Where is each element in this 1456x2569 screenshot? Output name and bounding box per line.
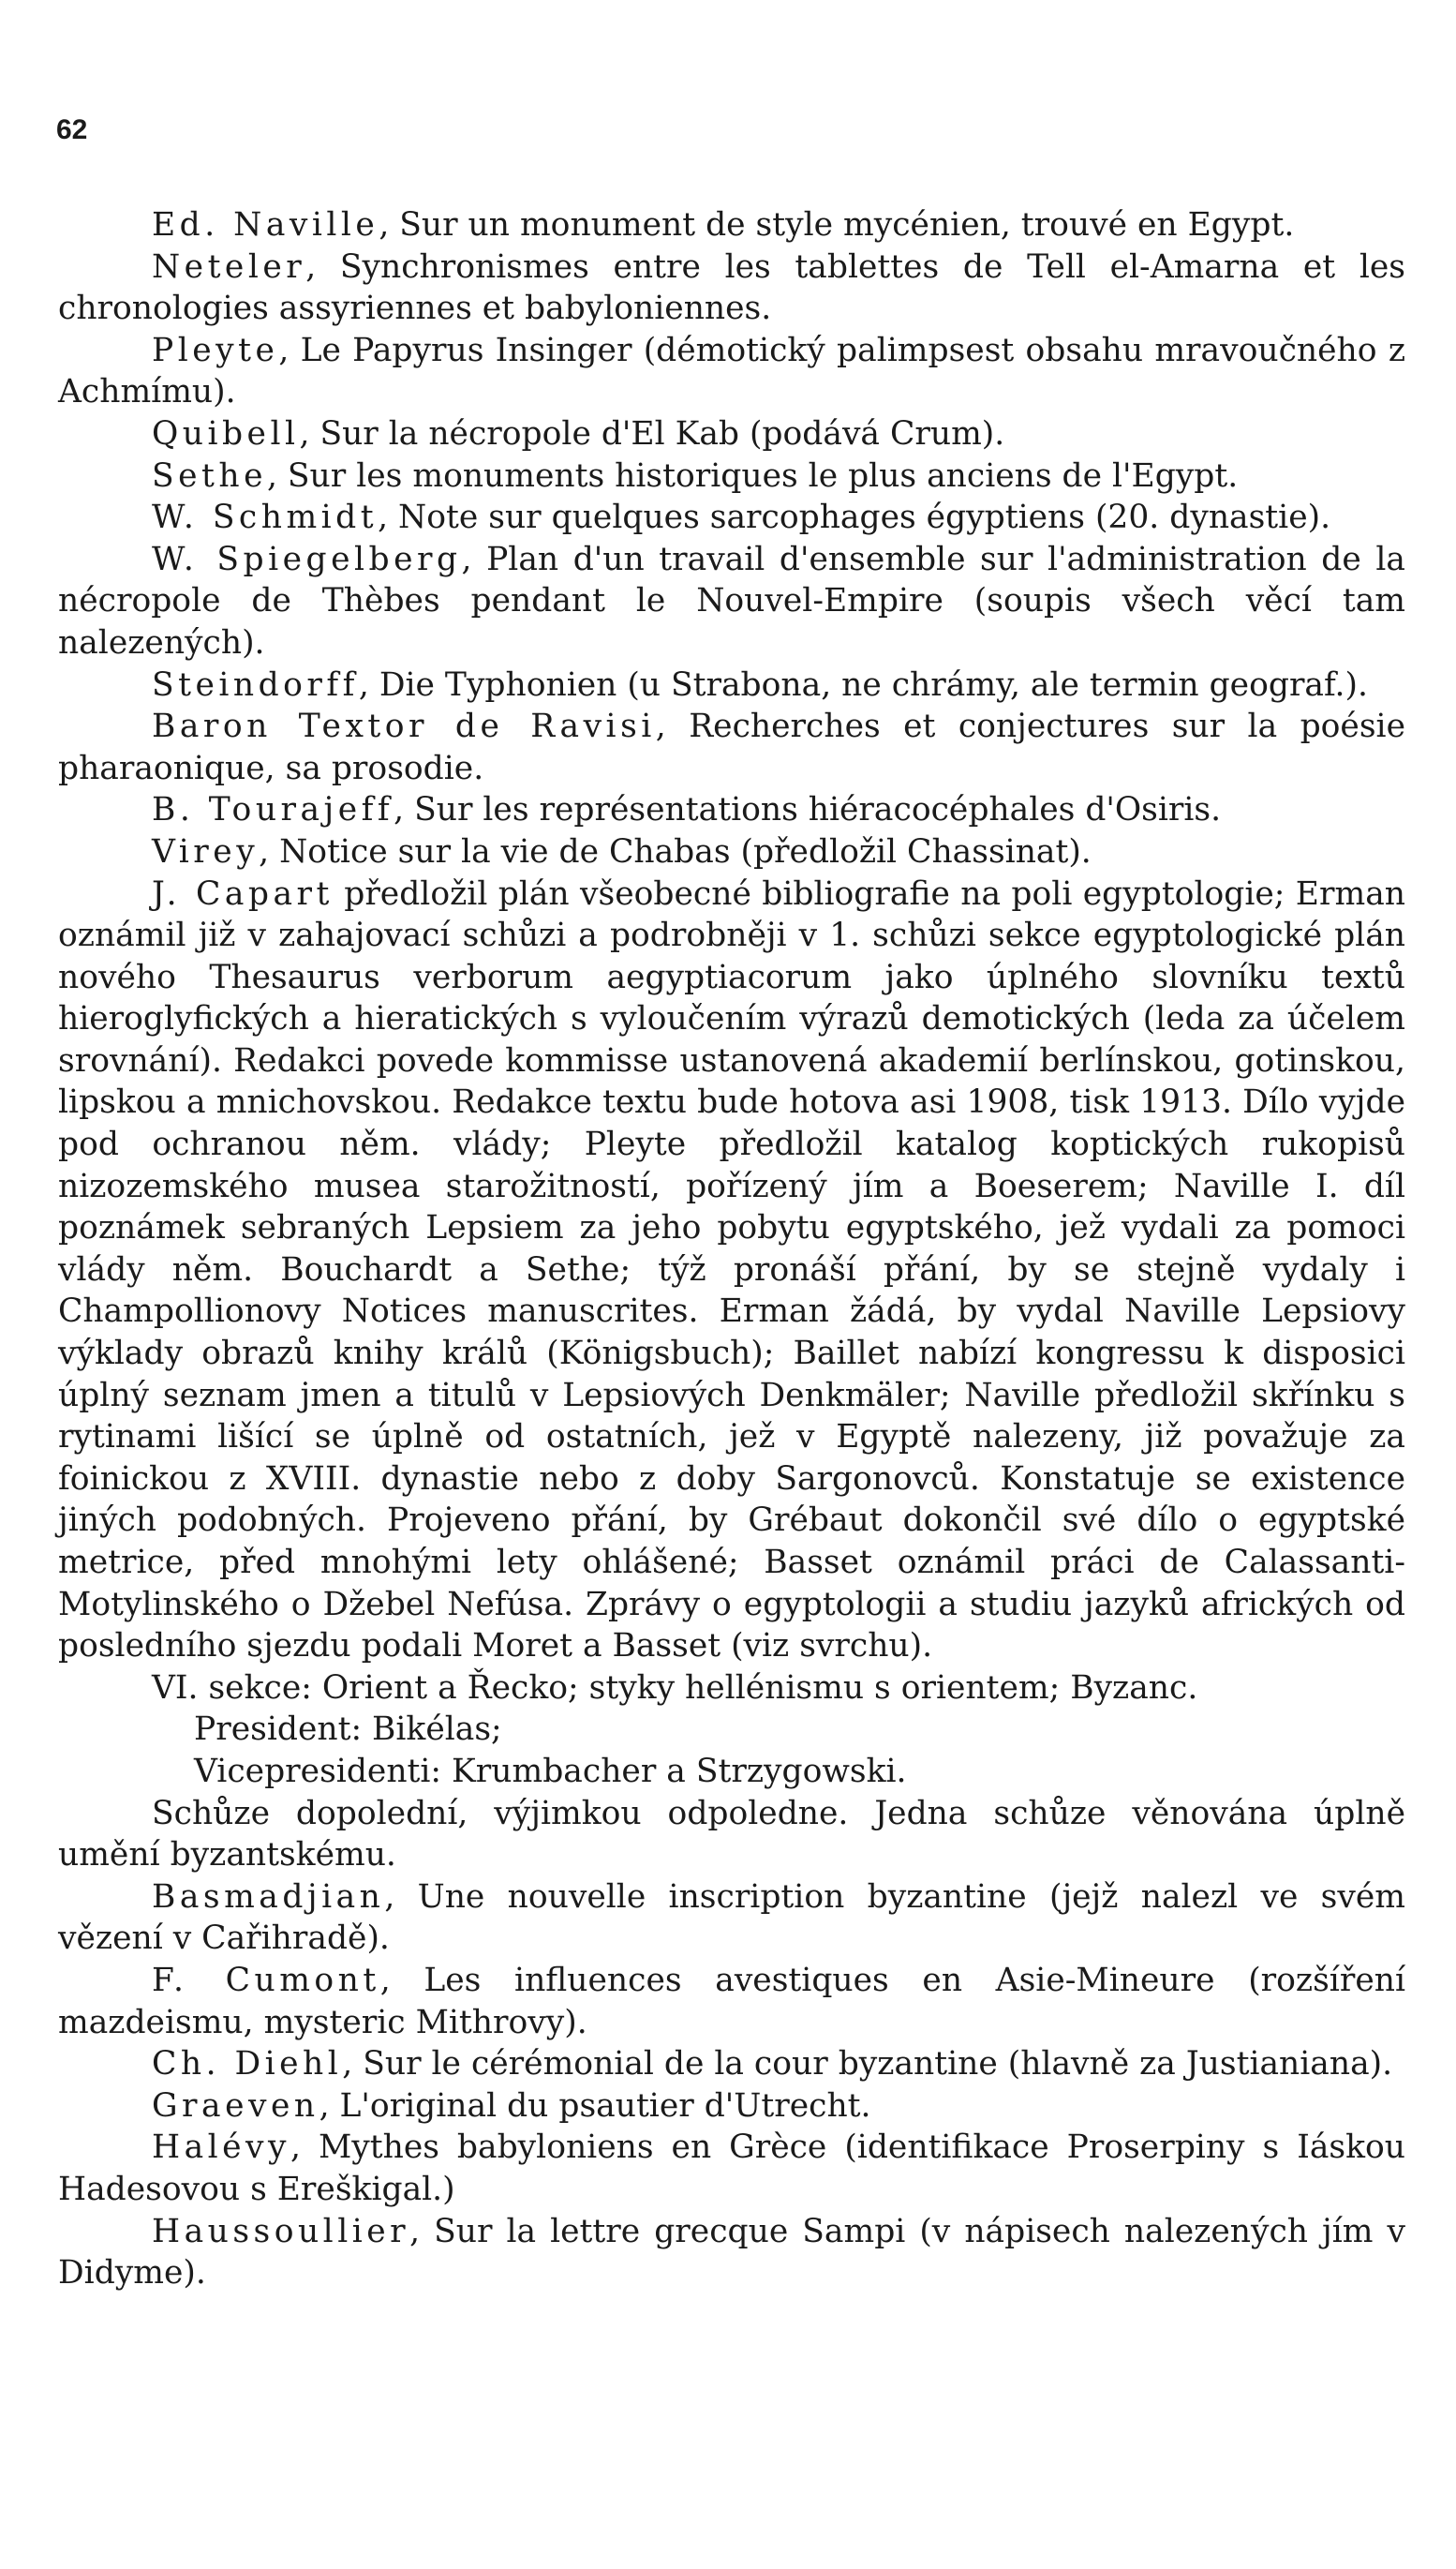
paragraph-text: , Die Typhonien (u Strabona, ne chrámy, ale termin geograf.). xyxy=(358,665,1368,704)
paragraph xyxy=(58,330,1405,413)
author-name: Pleyte xyxy=(152,331,279,369)
author-name: Steindorff xyxy=(152,665,359,704)
author-name: Baron Textor de Ravisi xyxy=(152,708,656,746)
paragraph-text: , Les influences avestiques en Asie-Mineure (rozšíření mazdeismu, mysteric Mithrovy). xyxy=(58,1961,1405,2041)
paragraph xyxy=(58,497,1405,539)
paragraph-text: , Sur les monuments historiques le plus anciens de l'Egypt. xyxy=(266,456,1239,495)
paragraph xyxy=(58,1751,1405,1793)
paragraph-text: předložil plán všeobecné bibliografie na poli egyptologie; Erman oznámil již v zahajovací schůzi a podrobněji v 1. schůzi sekce egyptologické plán nového Thesaurus verborum aegyptiacorum jako úplného slovníku textů hieroglyfických a hieratických s vyloučením výrazů demotických (leda za účelem srovnání). Redakci povede kommisse ustanovená akademií berlínskou, gotinskou, lipskou a mnichovskou. Redakce textu bude hotova asi 1908, tisk 1913. Dílo vyjde pod ochranou něm. vlády; Pleyte předložil katalog koptických rukopisů nizozemského musea starožitností, pořízený jím a Boeserem; Naville I. díl poznámek sebraných Lepsiem za jeho pobytu egyptského, jež vydali za pomoci vlády něm. Bouchardt a Sethe; týž pronáší přání, by se stejně vydaly i Champollionovy Notices manuscrites. Erman žádá, by vydal Naville Lepsiovy výklady obrazů knihy králů (Königsbuch); Baillet nabízí kongressu k disposici úplný seznam jmen a titulů v Lepsiových Denkmäler; Naville předložil skřínku s rytinami lišící se úplně od ostatních, jež v Egyptě nalezeny, již považuje za foinickou z XVIII. dynastie nebo z doby Sargonovců. Konstatuje se existence jiných podobných. Projeveno přání, by Grébaut dokončil své dílo o egyptské metrice, před mnohými lety ohlášené; Basset oznámil práci de Calassanti-Motylinského o Džebel Nefúsa. Zprávy o egyptologii a studiu jazyků afrických od posledního sjezdu podali Moret a Basset (viz svrchu). xyxy=(58,874,1405,1665)
paragraph-text: Vicepresidenti: Krumbacher a Strzygowski. xyxy=(194,1752,907,1790)
paragraph-text: , Recherches et conjectures sur la poésie pharaonique, sa prosodie. xyxy=(58,708,1405,787)
paragraph xyxy=(58,1960,1405,2043)
paragraph xyxy=(58,1667,1405,1710)
author-name: W. Spiegelberg xyxy=(152,540,462,578)
author-name: Ch. Diehl xyxy=(152,2045,343,2084)
author-name: Haussoullier xyxy=(152,2212,410,2250)
paragraph xyxy=(58,246,1405,330)
paragraph-text: , Mythes babyloniens en Grèce (identifikace Proserpiny s Iáskou Hadesovou s Ereškigal.) xyxy=(58,2128,1405,2208)
paragraph-text: , Synchronismes entre les tablettes de Tell el-Amarna et les chronologies assyriennes et babyloniennes. xyxy=(58,247,1405,328)
author-name: F. Cumont xyxy=(152,1961,380,1999)
body-text xyxy=(58,204,1405,2294)
author-name: Halévy xyxy=(152,2128,290,2167)
author-name: Ed. Naville xyxy=(152,206,379,244)
author-name: J. Capart xyxy=(152,874,334,913)
paragraph-text: , Sur la lettre grecque Sampi (v nápisech nalezených jím v Didyme). xyxy=(58,2212,1405,2293)
author-name: W. Schmidt xyxy=(152,499,379,537)
paragraph xyxy=(58,2127,1405,2210)
paragraph xyxy=(58,539,1405,665)
paragraph-text: , Sur le cérémonial de la cour byzantine (hlavně za Justianiana). xyxy=(342,2045,1393,2084)
paragraph-text: , L'original du psautier d'Utrecht. xyxy=(319,2086,871,2125)
paragraph-text: , Sur les représentations hiéracocéphales d'Osiris. xyxy=(394,791,1222,829)
paragraph-text: , Note sur quelques sarcophages égyptiens (20. dynastie). xyxy=(378,499,1331,537)
paragraph-text: , Une nouvelle inscription byzantine (jejž nalezl ve svém vězení v Cařihradě). xyxy=(58,1877,1405,1958)
paragraph-text: , Le Papyrus Insinger (démotický palimpsest obsahu mravoučného z Achmímu). xyxy=(58,331,1405,411)
paragraph-text: , Sur un monument de style mycénien, trouvé en Egypt. xyxy=(379,206,1295,244)
page-number: 62 xyxy=(56,114,88,145)
author-name: Quibell xyxy=(152,414,300,453)
paragraph-text: Schůze dopolední, výjimkou odpoledne. Jedna schůze věnována úplně umění byzantskému. xyxy=(58,1794,1405,1874)
paragraph xyxy=(58,874,1405,1667)
paragraph xyxy=(58,456,1405,498)
paragraph-text: VI. sekce: Orient a Řecko; styky hellénismu s orientem; Byzanc. xyxy=(152,1668,1198,1707)
paragraph xyxy=(58,706,1405,789)
paragraph-text: President: Bikélas; xyxy=(194,1710,502,1749)
paragraph xyxy=(58,2043,1405,2085)
paragraph xyxy=(58,1709,1405,1751)
author-name: Neteler xyxy=(152,247,306,286)
paragraph xyxy=(58,789,1405,831)
paragraph-text: , Sur la nécropole d'El Kab (podává Crum). xyxy=(299,414,1005,453)
paragraph xyxy=(58,1876,1405,1960)
paragraph-text: , Notice sur la vie de Chabas (předložil Chassinat). xyxy=(259,832,1092,871)
author-name: Virey xyxy=(152,832,260,871)
paragraph xyxy=(58,831,1405,874)
paragraph xyxy=(58,413,1405,456)
author-name: Graeven xyxy=(152,2086,319,2125)
paragraph xyxy=(58,1793,1405,1876)
author-name: B. Tourajeff xyxy=(152,791,394,829)
paragraph xyxy=(58,204,1405,246)
paragraph xyxy=(58,665,1405,707)
author-name: Sethe xyxy=(152,456,267,495)
author-name: Basmadjian xyxy=(152,1877,385,1916)
paragraph xyxy=(58,2211,1405,2294)
paragraph xyxy=(58,2085,1405,2128)
paragraph-text: , Plan d'un travail d'ensemble sur l'administration de la nécropole de Thèbes pendant le Nouvel-Empire (soupis všech věcí tam nalezených). xyxy=(58,540,1405,662)
